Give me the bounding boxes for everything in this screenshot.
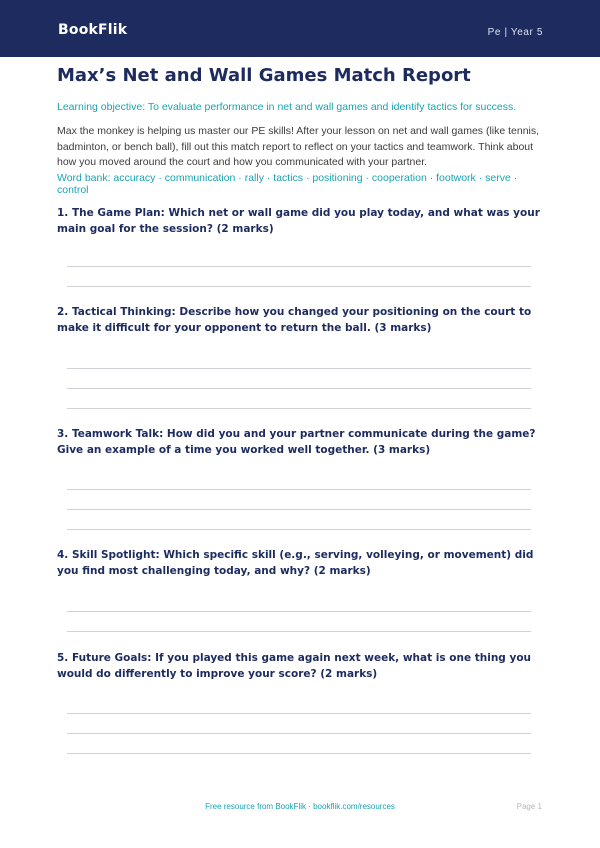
answer-line[interactable] [67, 753, 531, 754]
answer-line[interactable] [67, 388, 531, 389]
page-number: Page 1 [516, 802, 542, 811]
answer-line[interactable] [67, 733, 531, 734]
question-1: 1. The Game Plan: Which net or wall game did you play today, and what was your main goal for the session? (2 marks) [57, 207, 540, 235]
intro-paragraph: Max the monkey is helping us master our PE skills! After your lesson on net and wall games (like tennis, badminton, or bench ball), fill out this match report to reflect on your tactics and teamwork. Think about how you moved around the court and how you communicated with your partner. [57, 125, 540, 168]
learning-objective: Learning objective: To evaluate performance in net and wall games and identify tactics for success. [57, 101, 517, 113]
word-bank: Word bank: accuracy · communication · rally · tactics · positioning · cooperation · footwork · serve · control [57, 172, 518, 196]
question-4: 4. Skill Spotlight: Which specific skill (e.g., serving, volleying, or movement) did you find most challenging today, and why? (2 marks) [57, 549, 534, 577]
question-2: 2. Tactical Thinking: Describe how you changed your positioning on the court to make it difficult for your opponent to return the ball. (3 marks) [57, 306, 532, 334]
brand-logo: BookFlik [58, 22, 128, 38]
answer-line[interactable] [67, 509, 531, 510]
answer-line[interactable] [67, 611, 531, 612]
answer-line[interactable] [67, 368, 531, 369]
answer-line[interactable] [67, 631, 531, 632]
answer-line[interactable] [67, 266, 531, 267]
question-5: 5. Future Goals: If you played this game again next week, what is one thing you would do differently to improve your score? (2 marks) [57, 652, 532, 680]
answer-line[interactable] [67, 489, 531, 490]
answer-line[interactable] [67, 713, 531, 714]
footer-resource-link[interactable]: Free resource from BookFlik · bookflik.com/resources [205, 802, 395, 811]
page-title: Max’s Net and Wall Games Match Report [57, 65, 471, 86]
page-header [0, 0, 600, 57]
subject-year-label: Pe | Year 5 [487, 27, 543, 38]
answer-line[interactable] [67, 408, 531, 409]
question-3: 3. Teamwork Talk: How did you and your partner communicate during the game? Give an example of a time you worked well together. (3 marks) [57, 428, 536, 456]
answer-line[interactable] [67, 529, 531, 530]
answer-line[interactable] [67, 286, 531, 287]
